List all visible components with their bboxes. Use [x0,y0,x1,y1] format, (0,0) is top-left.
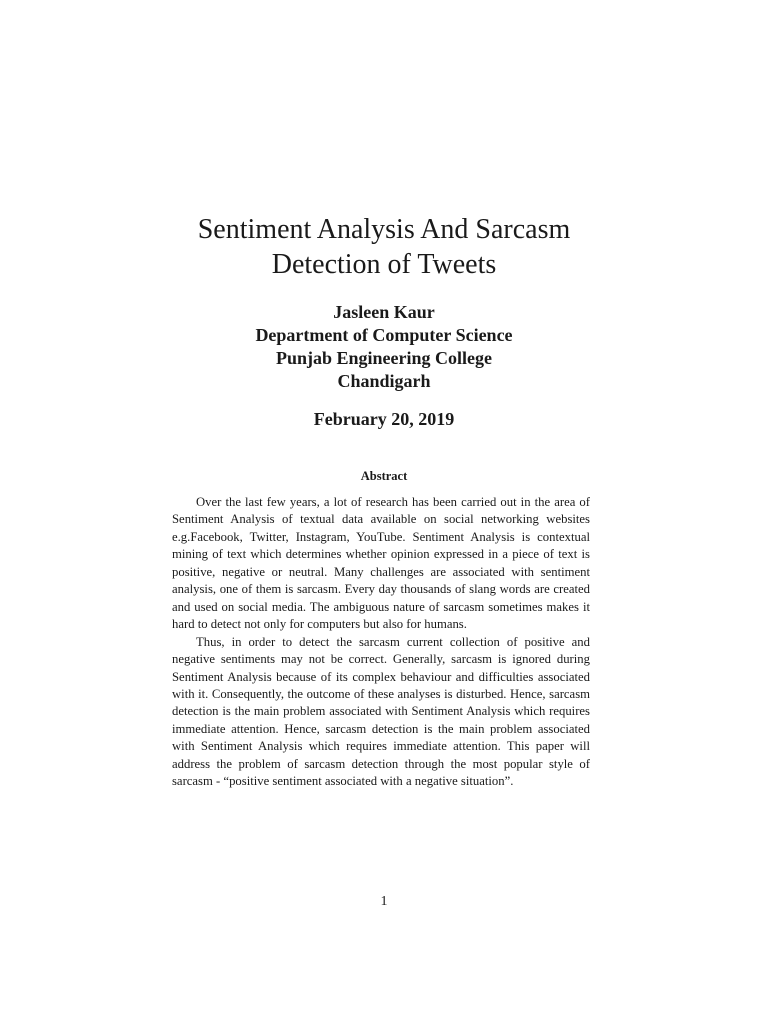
author-city: Chandigarh [337,371,431,391]
title-line-1: Sentiment Analysis And Sarcasm [197,214,571,245]
abstract-body [172,494,590,791]
author-name: Jasleen Kaur [333,302,435,322]
title-line-2: Detection of Tweets [271,249,497,280]
abstract-heading: Abstract [360,469,408,483]
author-block [0,301,768,393]
abstract-paragraph-2: Thus, in order to detect the sarcasm current collection of positive and negative sentiments may not be correct. Generally, sarcasm is ignored during Sentiment Analysis because of its complex behaviour and difficulties associated with it. Consequently, the outcome of these analyses is disturbed. Hence, sarcasm detection is the main problem associated with Sentiment Analysis which requires immediate attention. Hence, sarcasm detection is the main problem associated with Sentiment Analysis which requires immediate attention. This paper will address the problem of sarcasm detection through the most popular style of sarcasm - “positive sentiment associated with a negative situation”. [172,634,590,789]
author-institution: Punjab Engineering College [275,348,492,368]
page-number: 1 [380,894,388,909]
paper-date: February 20, 2019 [313,409,455,429]
author-department: Department of Computer Science [255,325,513,345]
abstract-paragraph-1: Over the last few years, a lot of research has been carried out in the area of Sentiment Analysis of textual data available on social networking websites e.g.Facebook, Twitter, Instagram, YouTube. Sentiment Analysis is contextual mining of text which determines whether opinion expressed in a piece of text is positive, negative or neutral. Many challenges are associated with sentiment analysis, one of them is sarcasm. Every day thousands of slang words are created and used on social media. The ambiguous nature of sarcasm sometimes makes it hard to detect not only for computers but also for humans. [172,495,590,632]
paper-title [0,212,768,282]
